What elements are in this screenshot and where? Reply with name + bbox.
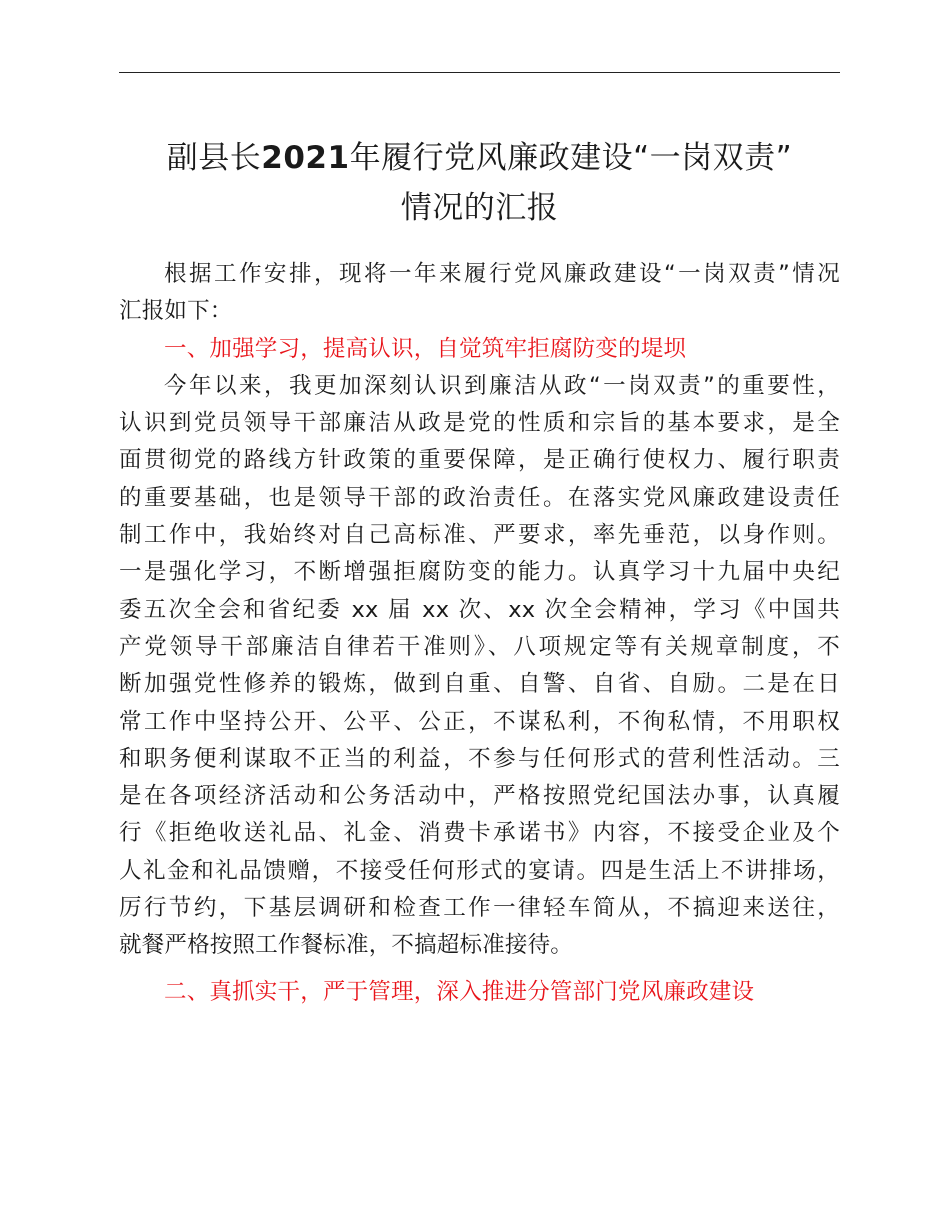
document-body: [119, 256, 840, 1011]
paragraph-line: 面贯彻党的路线方针政策的重要保障，是正确行使权力、履行职责: [119, 447, 840, 474]
section-1-heading: 一、加强学习，提高认识，自觉筑牢拒腐防变的堤坝: [164, 335, 687, 362]
paragraph-line: 认识到党员领导干部廉洁从政是党的性质和宗旨的基本要求，是全: [119, 410, 840, 437]
paragraph-line: 和职务便利谋取不正当的利益，不参与任何形式的营利性活动。三: [119, 745, 840, 772]
title-prefix: 副县长: [166, 140, 262, 176]
section-2-heading: 二、真抓实干，严于管理，深入推进分管部门党风廉政建设: [164, 978, 755, 1005]
paragraph-line: 一是强化学习，不断增强拒腐防变的能力。认真学习十九届中央纪: [119, 559, 840, 586]
header-rule: [119, 72, 840, 73]
paragraph-line: 厉行节约，下基层调研和检查工作一律轻车简从，不搞迎来送往，: [119, 895, 840, 922]
intro-line: 汇报如下：: [119, 298, 233, 325]
paragraph-line: 的重要基础，也是领导干部的政治责任。在落实党风廉政建设责任: [119, 484, 840, 511]
paragraph-line: 断加强党性修养的锻炼，做到自重、自警、自省、自励。二是在日: [119, 671, 840, 698]
title-line-1: [119, 133, 840, 183]
paragraph-line: 常工作中坚持公开、公平、公正，不谋私利，不徇私情，不用职权: [119, 708, 840, 735]
intro-line: 根据工作安排，现将一年来履行党风廉政建设“一岗双责”情况: [164, 261, 840, 287]
title-suffix: 年履行党风廉政建设“一岗双责”: [349, 140, 793, 176]
title-year: 2021: [261, 140, 350, 176]
paragraph-line: 是在各项经济活动和公务活动中，严格按照党纪国法办事，认真履: [119, 783, 840, 810]
paragraph-line: 产党领导干部廉洁自律若干准则》、八项规定等有关规章制度，不: [119, 633, 840, 660]
title-line-2: 情况的汇报: [400, 190, 559, 226]
paragraph-line: 制工作中，我始终对自己高标准、严要求，率先垂范，以身作则。: [119, 522, 840, 549]
document-title: [119, 133, 840, 233]
paragraph-line: 行《拒绝收送礼品、礼金、消费卡承诺书》内容，不接受企业及个: [119, 820, 840, 847]
paragraph-line: 就餐严格按照工作餐标准，不搞超标准接待。: [119, 932, 574, 959]
paragraph-line: 今年以来，我更加深刻认识到廉洁从政“一岗双责”的重要性，: [164, 372, 840, 399]
paragraph-line: 人礼金和礼品馈赠，不接受任何形式的宴请。四是生活上不讲排场，: [119, 857, 840, 884]
paragraph-line: 委五次全会和省纪委 xx 届 xx 次、xx 次全会精神，学习《中国共: [119, 596, 840, 623]
